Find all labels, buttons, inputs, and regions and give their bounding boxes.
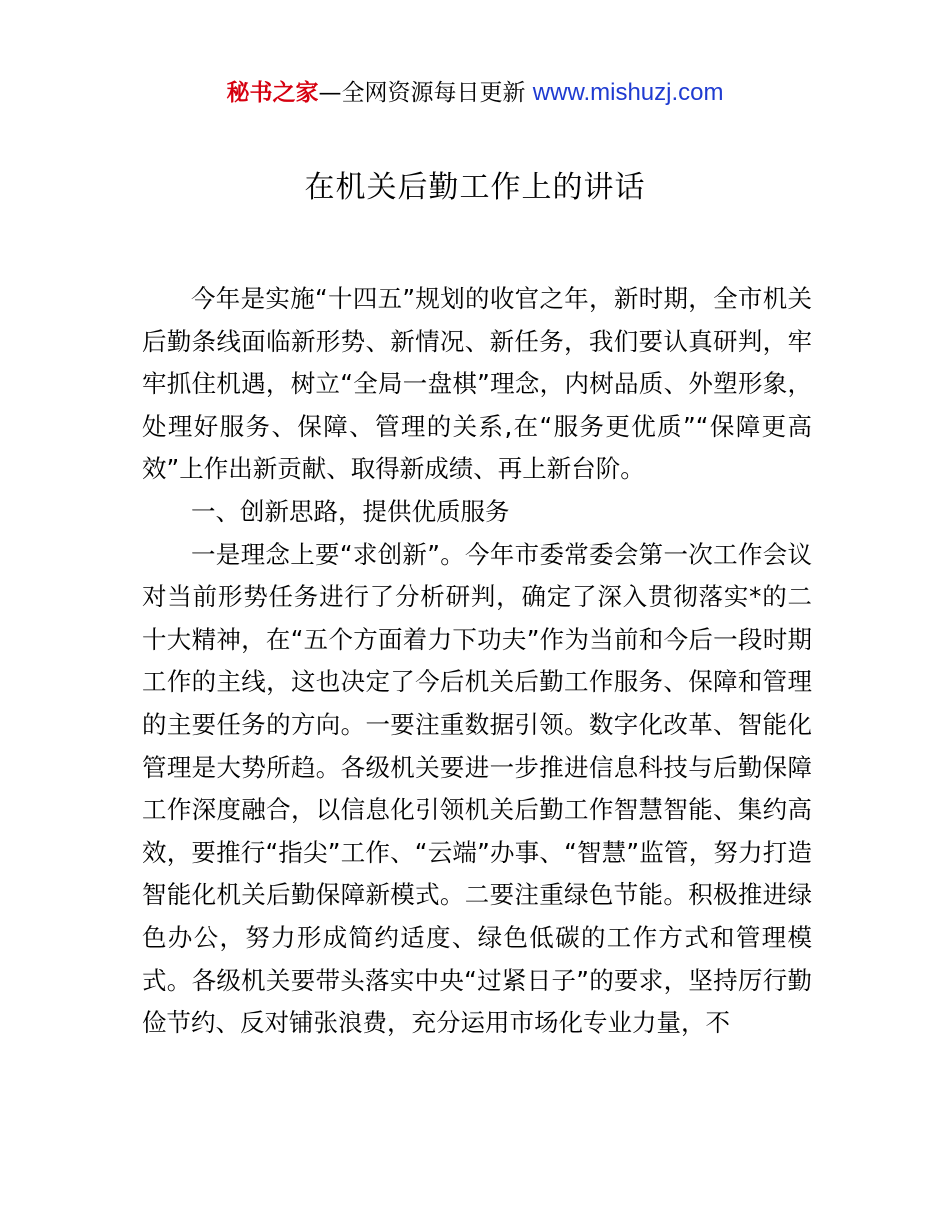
site-url-link[interactable]: www.mishuzj.com xyxy=(532,79,724,106)
body-paragraph: 一是理念上要“求创新”。今年市委常委会第一次工作会议对当前形势任务进行了分析研判，确定了深入贯彻落实*的二十大精神，在“五个方面着力下功夫”作为当前和今后一段时期工作的主线，这也决定了今后机关后勤工作服务、保障和管理的主要任务的方向。一要注重数据引领。数字化改革、智能化管理是大势所趋。各级机关要进一步推进信息科技与后勤保障工作深度融合，以信息化引领机关后勤工作智慧智能、集约高效，要推行“指尖”工作、“云端”办事、“智慧”监管，努力打造智能化机关后勤保障新模式。二要注重绿色节能。积极推进绿色办公，努力形成简约适度、绿色低碳的工作方式和管理模式。各级机关要带头落实中央“过紧日子”的要求，坚持厉行勤俭节约、反对铺张浪费，充分运用市场化专业力量，不 xyxy=(142,539,812,1038)
site-header xyxy=(0,76,950,110)
site-slogan: —全网资源每日更新 xyxy=(318,80,533,106)
site-brand: 秘书之家 xyxy=(226,80,319,106)
document-body xyxy=(142,278,812,1045)
document-title: 在机关后勤工作上的讲话 xyxy=(304,170,646,205)
section-heading: 一、创新思路，提供优质服务 xyxy=(191,496,510,526)
intro-paragraph: 今年是实施“十四五”规划的收官之年，新时期，全市机关后勤条线面临新形势、新情况、新任务，我们要认真研判，牢牢抓住机遇，树立“全局一盘棋”理念，内树品质、外塑形象，处理好服务、保障、管理的关系,在“服务更优质”“保障更高效”上作出新贡献、取得新成绩、再上新台阶。 xyxy=(142,284,812,484)
